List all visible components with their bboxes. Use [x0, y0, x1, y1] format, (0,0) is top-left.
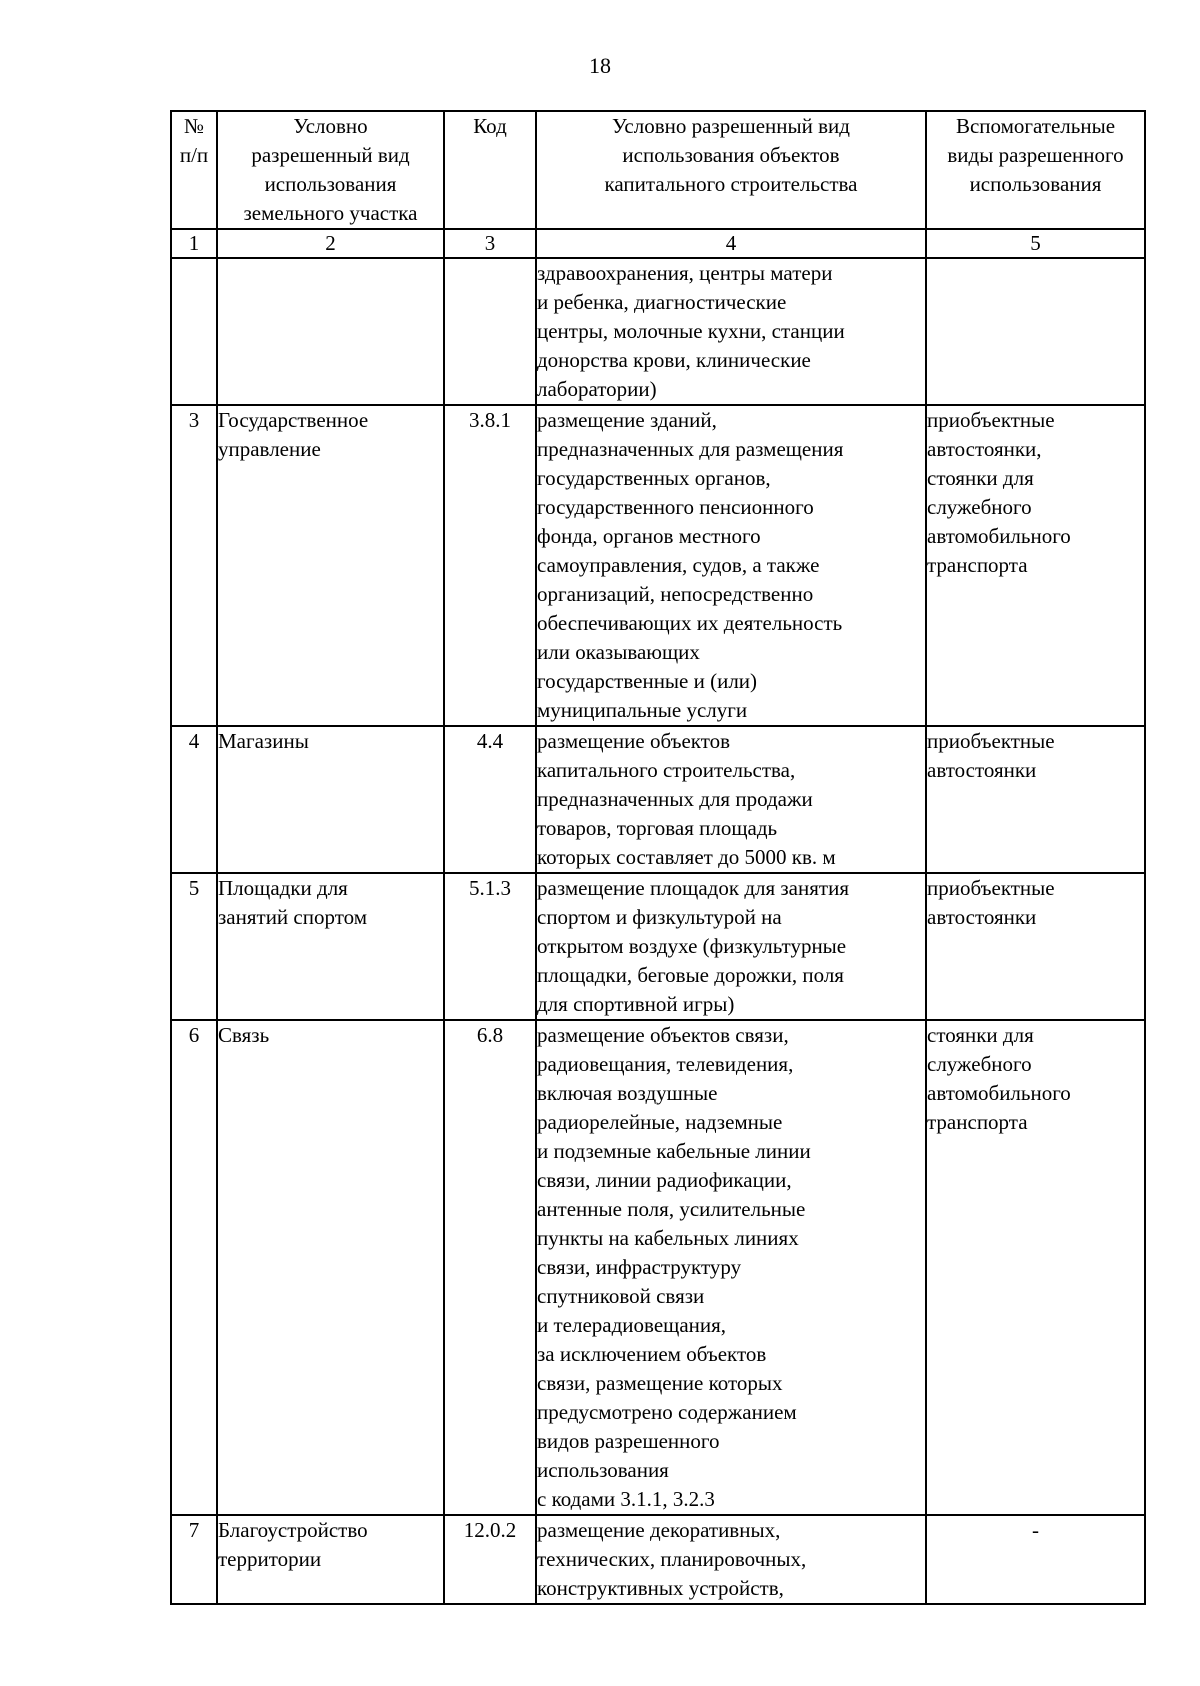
header-auxiliary-label: Вспомогательные виды разрешенного использования — [947, 114, 1124, 196]
row-auxiliary-text: - — [1032, 1518, 1039, 1542]
row-land-use-name — [217, 726, 444, 873]
table-row — [171, 1020, 1145, 1515]
header-land-use — [217, 111, 444, 229]
row-land-use-name-text: Благоустройство территории — [218, 1518, 368, 1571]
row-code: 5.1.3 — [444, 873, 536, 1020]
row-code: 12.0.2 — [444, 1515, 536, 1604]
row-description — [536, 258, 926, 405]
table-header-row — [171, 111, 1145, 229]
row-description-text: размещение декоративных, технических, планировочных, конструктивных устройств, — [537, 1518, 807, 1600]
column-number-row — [171, 229, 1145, 258]
land-use-table — [170, 110, 1146, 1605]
column-number: 5 — [926, 229, 1145, 258]
row-number: 4 — [171, 726, 217, 873]
row-description — [536, 873, 926, 1020]
table-row — [171, 873, 1145, 1020]
header-number — [171, 111, 217, 229]
row-auxiliary — [926, 1515, 1145, 1604]
row-auxiliary-text: приобъектные автостоянки — [927, 876, 1055, 929]
header-code — [444, 111, 536, 229]
header-number-label: № п/п — [179, 114, 209, 167]
row-land-use-name-text: Государственное управление — [218, 408, 369, 461]
row-auxiliary — [926, 873, 1145, 1020]
header-land-use-label: Условно разрешенный вид использования земельного участка — [243, 114, 418, 225]
row-auxiliary — [926, 258, 1145, 405]
row-land-use-name — [217, 1515, 444, 1604]
row-auxiliary — [926, 1020, 1145, 1515]
row-auxiliary — [926, 726, 1145, 873]
row-land-use-name — [217, 1020, 444, 1515]
row-land-use-name — [217, 405, 444, 726]
row-land-use-name-text: Магазины — [218, 729, 309, 753]
row-description-text: размещение зданий, предназначенных для размещения государственных органов, государственного пенсионного фонда, органов местного самоуправления, судов, а также организаций, непосредственно обеспечивающих их деятельность или оказывающих государственные и (или) муниципальные услуги — [537, 408, 844, 722]
row-description-text: размещение площадок для занятия спортом и физкультурой на открытом воздухе (физкультурные площадки, беговые дорожки, поля для спортивной игры) — [537, 876, 849, 1016]
table-row — [171, 405, 1145, 726]
header-capital-use — [536, 111, 926, 229]
table-row — [171, 1515, 1145, 1604]
row-code: 4.4 — [444, 726, 536, 873]
row-description — [536, 405, 926, 726]
header-capital-use-label: Условно разрешенный вид использования объектов капитального строительства — [604, 114, 858, 196]
row-code: 6.8 — [444, 1020, 536, 1515]
row-auxiliary-text: приобъектные автостоянки, стоянки для служебного автомобильного транспорта — [927, 408, 1071, 577]
column-number: 3 — [444, 229, 536, 258]
row-land-use-name — [217, 258, 444, 405]
header-code-label: Код — [473, 114, 507, 138]
row-number — [171, 258, 217, 405]
row-auxiliary — [926, 405, 1145, 726]
row-auxiliary-text: стоянки для служебного автомобильного транспорта — [927, 1023, 1071, 1134]
row-description — [536, 1515, 926, 1604]
row-number: 3 — [171, 405, 217, 726]
column-number: 1 — [171, 229, 217, 258]
row-auxiliary-text: приобъектные автостоянки — [927, 729, 1055, 782]
row-description — [536, 726, 926, 873]
row-number: 6 — [171, 1020, 217, 1515]
row-land-use-name-text: Связь — [218, 1023, 270, 1047]
column-number: 4 — [536, 229, 926, 258]
row-code — [444, 258, 536, 405]
row-description-text: размещение объектов связи, радиовещания, телевидения, включая воздушные радиорелейные, надземные и подземные кабельные линии связи, линии радиофикации, антенные поля, усилительные пункты на кабельных линиях связи, инфраструктуру спутниковой связи и телерадиовещания, за исключением объектов связи, размещение которых предусмотрено содержанием видов разрешенного использования с кодами 3.1.1, 3.2.3 — [537, 1023, 811, 1511]
table-row-continuation — [171, 258, 1145, 405]
row-land-use-name-text: Площадки для занятий спортом — [218, 876, 367, 929]
row-description — [536, 1020, 926, 1515]
row-land-use-name — [217, 873, 444, 1020]
column-number: 2 — [217, 229, 444, 258]
row-code: 3.8.1 — [444, 405, 536, 726]
row-number: 7 — [171, 1515, 217, 1604]
row-description-text: здравоохранения, центры матери и ребенка, диагностические центры, молочные кухни, станции донорства крови, клинические лаборатории) — [537, 261, 845, 401]
row-number: 5 — [171, 873, 217, 1020]
header-auxiliary — [926, 111, 1145, 229]
table-row — [171, 726, 1145, 873]
row-description-text: размещение объектов капитального строительства, предназначенных для продажи товаров, торговая площадь которых составляет до 5000 кв. м — [537, 729, 836, 869]
page-number: 18 — [589, 53, 611, 78]
